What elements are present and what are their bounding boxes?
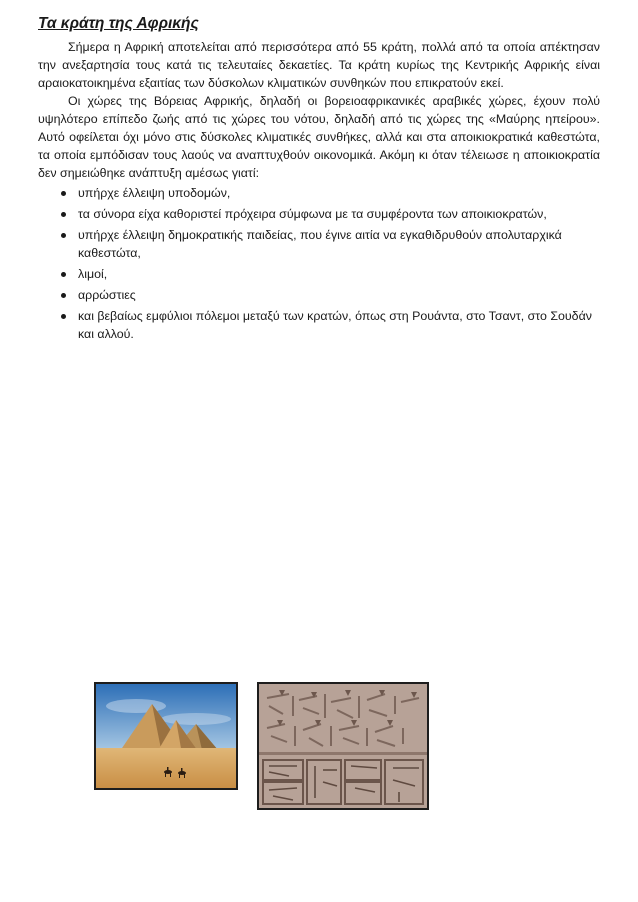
paragraph-2: Οι χώρες της Βόρειας Αφρικής, δηλαδή οι βορειοαφρικανικές αραβικές χώρες, έχουν πολύ υψηλότερο επίπεδο ζωής από τις χώρες του νότου, δηλαδή από τις χώρες της «Μαύρης ηπείρου». Αυτό οφείλεται όχι μόνο στις δύσκολες κλιματικές συνθήκες, αλλά και στα αποικιοκρατικά καθεστώτα, τα οποία εμπόδισαν τους λαούς να αναπτυχθούν οικονομικά. Ακόμη κι όταν τέλειωσε η αποικιοκρατία δεν σημειώθηκε ανάπτυξη αμέσως γιατί:	[38, 94, 600, 180]
cuneiform-illustration	[259, 684, 427, 808]
list-item	[38, 307, 600, 343]
bullet-icon	[61, 212, 66, 217]
list-item	[38, 205, 600, 223]
document-page	[38, 14, 600, 346]
list-item-text: υπήρχε έλλειψη δημοκρατικής παιδείας, που έγινε αιτία να εγκαθιδρυθούν απολυταρχικά καθεστώτα,	[78, 228, 562, 260]
bullet-icon	[61, 293, 66, 298]
pyramids-photo	[94, 682, 238, 790]
bullet-list	[38, 184, 600, 343]
cuneiform-tablet-photo	[257, 682, 429, 810]
bullet-icon	[61, 272, 66, 277]
list-item-text: λιμοί,	[78, 267, 108, 281]
bullet-icon	[61, 233, 66, 238]
list-item-text: και βεβαίως εμφύλιοι πόλεμοι μεταξύ των κρατών, όπως στη Ρουάντα, στο Τσαντ, στο Σουδάν και αλλού.	[78, 309, 592, 341]
list-item	[38, 226, 600, 262]
list-item-text: υπήρχε έλλειψη υποδομών,	[78, 186, 231, 200]
list-item-text: τα σύνορα είχα καθοριστεί πρόχειρα σύμφωνα με τα συμφέροντα των αποικιοκρατών,	[78, 207, 547, 221]
list-item	[38, 265, 600, 283]
paragraph-1: Σήμερα η Αφρική αποτελείται από περισσότερα από 55 κράτη, πολλά από τα οποία απέκτησαν την ανεξαρτησία τους κατά τις τελευταίες δεκαετίες. Τα κράτη κυρίως της Κεντρικής Αφρικής είναι αραιοκατοικημένα εξαιτίας των δύσκολων κλιματικών συνθηκών που επικρατούν εκεί.	[38, 40, 600, 90]
pyramids-illustration	[96, 684, 236, 788]
list-item	[38, 286, 600, 304]
bullet-icon	[61, 191, 66, 196]
image-row	[94, 682, 434, 810]
list-item-text: αρρώστιες	[78, 288, 136, 302]
list-item	[38, 184, 600, 202]
bullet-icon	[61, 314, 66, 319]
page-title: Τα κράτη της Αφρικής	[38, 15, 199, 32]
